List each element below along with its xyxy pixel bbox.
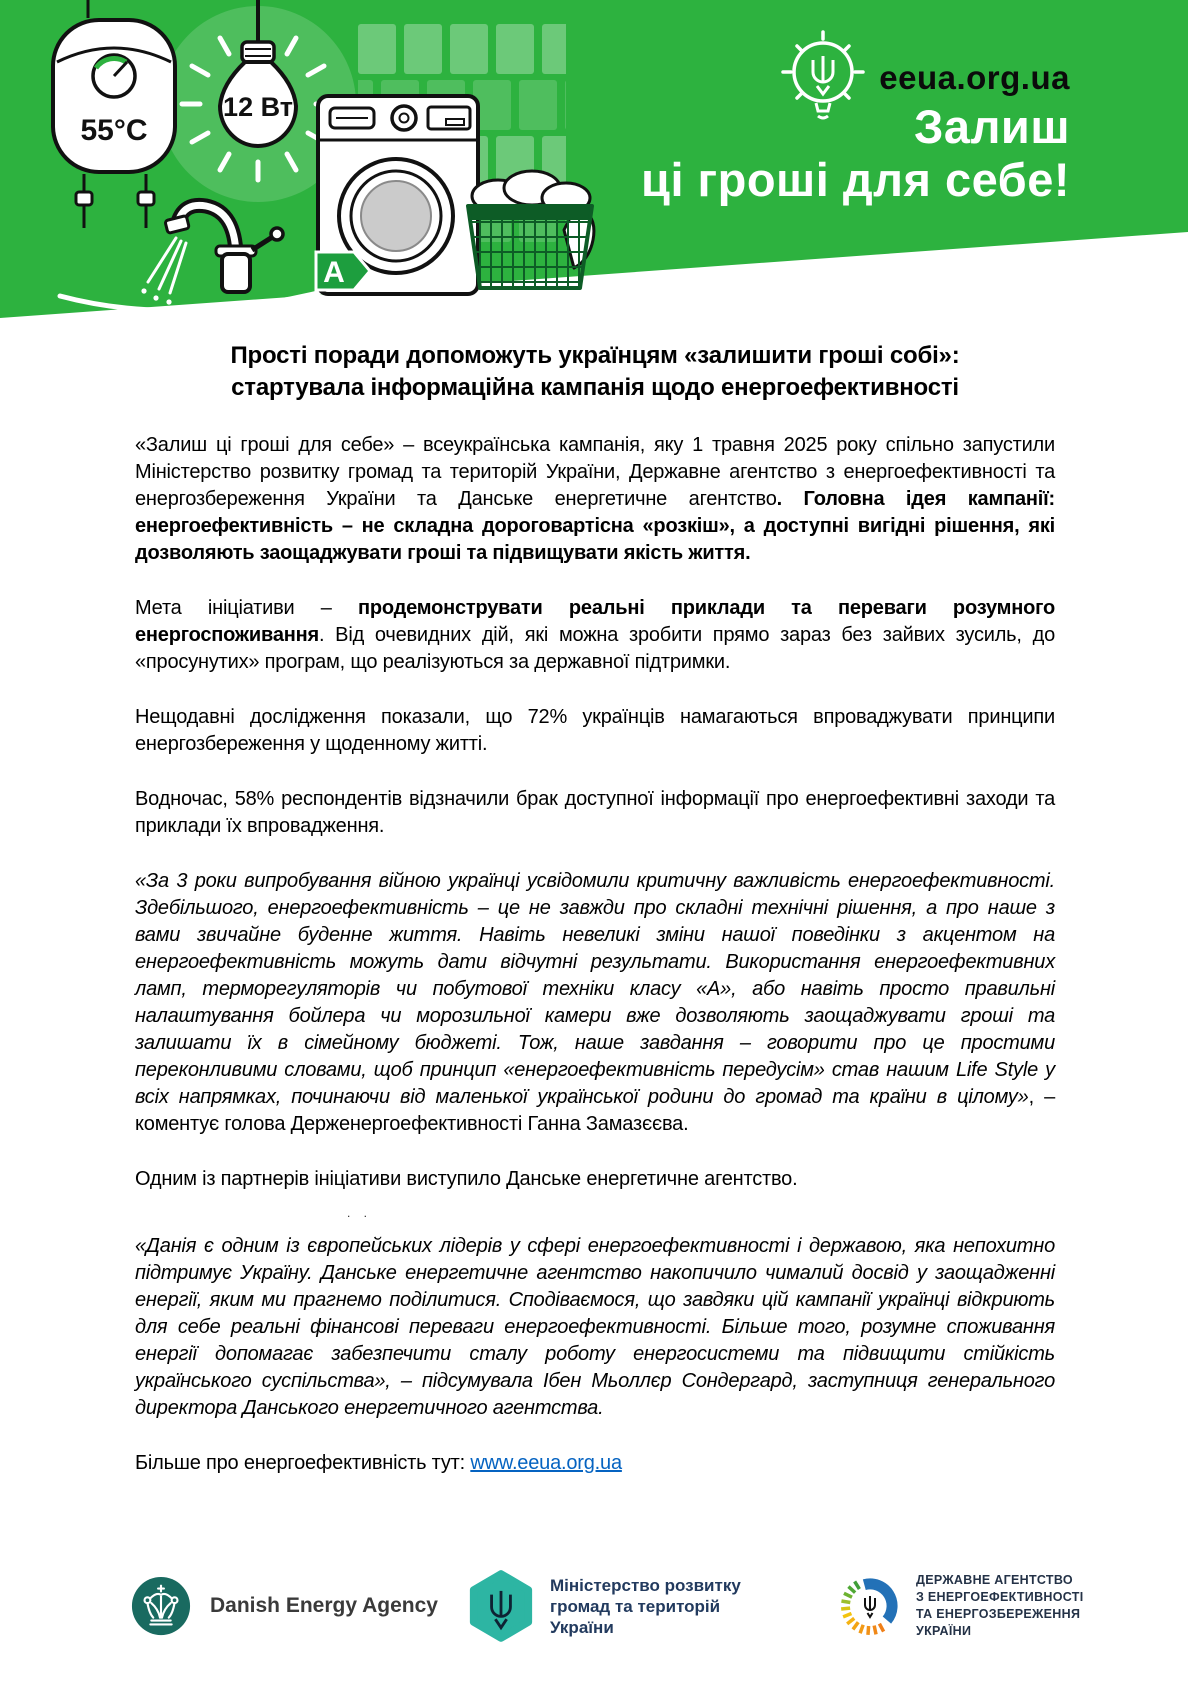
text-run: . Головна ідея кампанії: енергоефективність – не складна дороговартісна «розкіш», а доступні вигідні рішення, які дозволяють заощаджувати гроші та підвищувати якість життя. [135, 488, 1055, 564]
paragraph-partner [135, 1166, 1055, 1193]
text-run: «Данія є одним із європейських лідерів у сфері енергоефективності і державою, яка непохитно підтримує Україну. Данське енергетичне агентство накопичило чималий досвід у заощадженні енергії, яким ми прагнемо поділитися. Сподіваємося, що завдяки цій кампанії українці відкриють для себе реальні фінансові переваги енергоефективності. Більше того, розумне споживання енергії допомагає забезпечити сталу роботу енергосистеми та підвищити стійкість українського суспільства», – підсумувала Ібен Мьоллєр Сондергард, заступниця генерального директора Данського енергетичного агентства. [135, 1235, 1055, 1419]
paragraph-quote-denmark [135, 1233, 1055, 1422]
campaign-banner [0, 0, 1188, 330]
trident-icon [865, 1596, 875, 1617]
partner-danish-energy-agency [130, 1556, 438, 1656]
title-line-1: Прості поради допоможуть українцям «залишити гроші собі»: [230, 342, 960, 369]
paragraph-intro [135, 432, 1055, 567]
partner-ministry-label: Міністерство розвитку громад та територій України [550, 1575, 741, 1637]
text-run: Водночас, 58% респондентів відзначили брак доступної інформації про енергоефективні заходи та приклади їх впровадження. [135, 788, 1055, 837]
text-run: Нещодавні дослідження показали, що 72% українців намагаються впроваджувати принципи енергозбереження у щоденному житті. [135, 706, 1055, 755]
laundry-basket-icon [468, 171, 594, 288]
text-run: Мета ініціативи – [135, 597, 358, 619]
site-url: eeua.org.ua [879, 59, 1070, 96]
partner-logos [0, 1556, 1188, 1656]
article [0, 330, 1188, 1477]
text-run: Більше про енергоефективність тут: [135, 1452, 471, 1474]
paragraph-quote-zamazeyeva [135, 868, 1055, 1138]
trident-icon [813, 56, 833, 94]
paragraph-research-58 [135, 786, 1055, 840]
article-title [135, 340, 1055, 404]
title-line-2: стартувала інформаційна кампанія щодо енергоефективності [231, 374, 959, 401]
campaign-slogan [641, 100, 1070, 206]
article-body [135, 432, 1055, 1477]
paragraph-more-link [135, 1450, 1055, 1477]
paragraph-research-72 [135, 704, 1055, 758]
text-run: , – коментує голова Держенергоефективності Ганна Замазєєва. [135, 1086, 1056, 1135]
boiler-temp-label: 55°C [80, 114, 148, 147]
bulb-watts-label: 12 Вт [223, 92, 293, 122]
text-run: . . [347, 1206, 373, 1220]
partner-saee [838, 1556, 1084, 1656]
danish-energy-agency-logo-icon [130, 1575, 192, 1637]
partner-saee-label: ДЕРЖАВНЕ АГЕНТСТВО З ЕНЕРГОЕФЕКТИВНОСТІ ТА ЕНЕРГОЗБЕРЕЖЕННЯ УКРАЇНИ [916, 1573, 1084, 1638]
text-run: Одним із партнерів ініціативи виступило Данське енергетичне агентство. [135, 1168, 798, 1190]
saee-logo-icon [838, 1574, 902, 1638]
text-run: продемонструвати реальні приклади та переваги розумного енергоспоживання [135, 597, 1055, 646]
text-run: . Від очевидних дій, які можна зробити прямо зараз без зайвих зусиль, до «просунутих» програм, що реалізуються за державної підтримки. [135, 624, 1055, 673]
slogan-line-2: ці гроші для себе! [641, 153, 1070, 206]
energy-class-letter: A [323, 256, 345, 289]
partner-danish-label: Danish Energy Agency [210, 1594, 438, 1617]
ministry-logo-icon [468, 1570, 534, 1642]
text-run: «Залиш ці гроші для себе» – всеукраїнська кампанія, яку 1 травня 2025 року спільно запустили Міністерство розвитку громад та територій України, Державне агентство з енергоефективності та енергозбереження України та Данське енергетичне агентство [135, 434, 1055, 510]
paragraph-goal [135, 595, 1055, 676]
text-run: «За 3 роки випробування війною українці усвідомили критичну важливість енергоефективності. Здебільшого, енергоефективність – це не завжди про складні технічні рішення, а про наше з вами звичайне буденне життя. Навіть невеликі зміни нашої поведінки з акцентом на енергоефективність можуть дати відчутні результати. Використання енергоефективних ламп, терморегуляторів чи побутової техніки класу «А», або навіть просто правильні налаштування бойлера чи морозильної камери вже дозволяють заощаджувати гроші та залишати їх в сімейному бюджеті. Тож, наше завдання – говорити про це простими переконливими словами, щоб принцип «енергоефективність передусім» став нашим Life Style у всіх напрямках, починаючи від маленької української родини до громад та країни в цілому» [135, 870, 1055, 1108]
partner-ministry [468, 1556, 741, 1656]
slogan-line-1: Залиш [913, 100, 1070, 153]
eeua-website-link[interactable]: www.eeua.org.ua [470, 1452, 622, 1474]
stray-dots-artifact [347, 1207, 1055, 1219]
